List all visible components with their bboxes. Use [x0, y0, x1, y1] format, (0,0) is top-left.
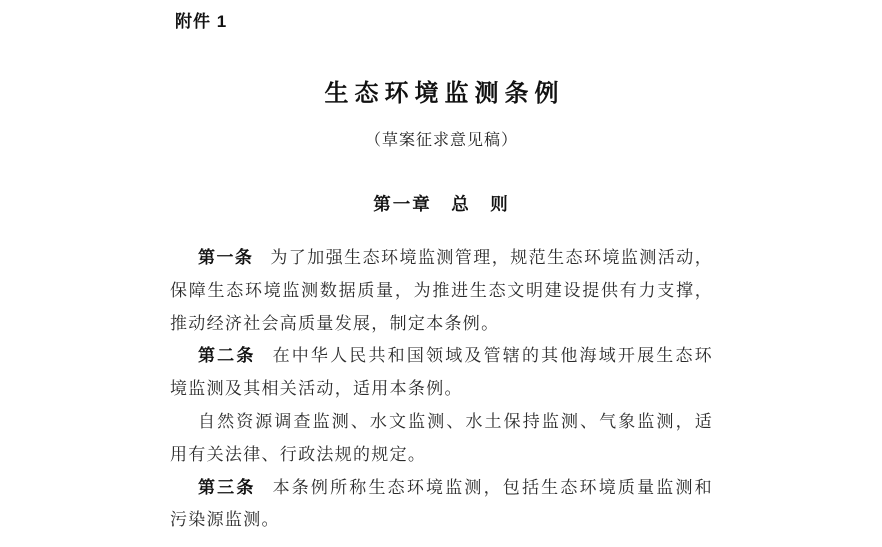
- paragraph-article-3: [170, 472, 713, 538]
- paragraph-text: 在中华人民共和国领域及管辖的其他海域开展生态环: [272, 346, 713, 366]
- paragraph-text: 为了加强生态环境监测管理，规范生态环境监测活动，: [270, 248, 713, 267]
- paragraph-article-1: [170, 242, 713, 340]
- chapter-heading: 第一章 总 则: [373, 194, 510, 214]
- text-line: 境监测及其相关活动，适用本条例。: [170, 379, 463, 399]
- paragraph-article-2-continuation: [170, 406, 713, 472]
- paragraph-text: 本条例所称生态环境监测，包括生态环境质量监测和: [272, 477, 713, 497]
- document-title: 生态环境监测条例: [324, 81, 565, 107]
- text-line: 保障生态环境监测数据质量，为推进生态文明建设提供有力支撑，: [170, 280, 713, 300]
- attachment-label: 附件 1: [175, 12, 228, 31]
- text-line: 用有关法律、行政法规的规定。: [170, 444, 427, 464]
- paragraph-text: 自然资源调查监测、水文监测、水土保持监测、气象监测，适: [198, 411, 713, 431]
- text-line: [170, 242, 713, 275]
- article-number: 第三条: [198, 477, 256, 497]
- article-number: 第二条: [198, 346, 256, 366]
- text-line: [170, 472, 713, 505]
- text-line: 推动经济社会高质量发展，制定本条例。: [170, 313, 500, 333]
- text-line: [170, 340, 713, 373]
- article-number: 第一条: [198, 248, 254, 267]
- text-line: 污染源监测。: [170, 510, 280, 530]
- document-subtitle: （草案征求意见稿）: [364, 132, 518, 149]
- text-line: [170, 406, 713, 439]
- document-body: [170, 242, 713, 537]
- paragraph-article-2: [170, 340, 713, 406]
